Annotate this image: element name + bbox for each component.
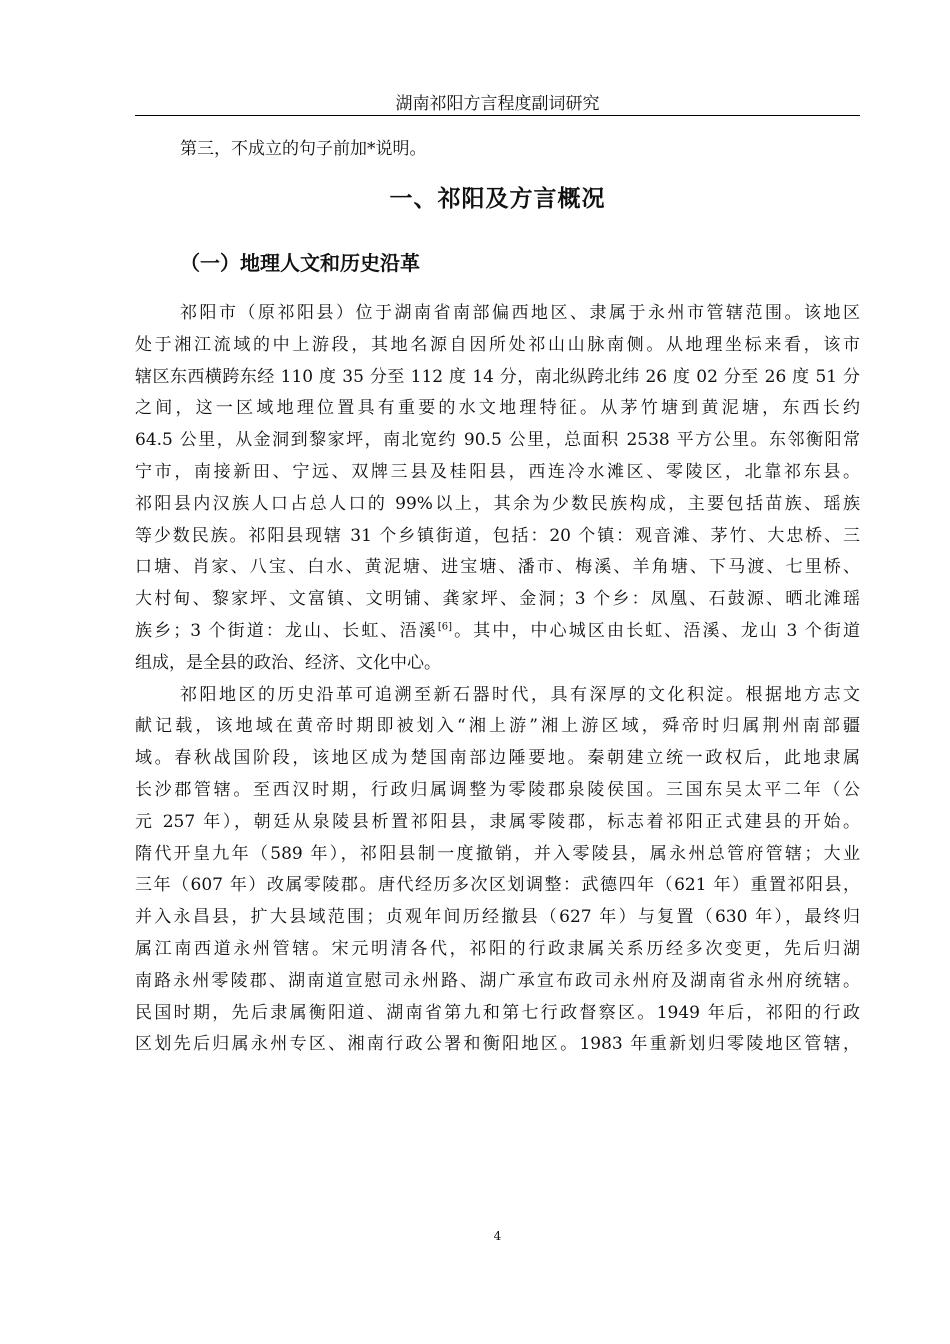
header-rule <box>135 115 860 116</box>
citation-reference: [6] <box>437 621 452 633</box>
paragraph-2-line: 祁阳地区的历史沿革可追溯至新石器时代，具有深厚的文化积淀。根据地方志文 <box>180 684 860 705</box>
paragraph-2-line: 三年（607 年）改属零陵郡。唐代经历多次区划调整：武德四年（621 年）重置祁阳县， <box>135 875 860 896</box>
paragraph-2-line: 元 257 年），朝廷从泉陵县析置祁阳县，隶属零陵郡，标志着祁阳正式建县的开始。 <box>135 811 860 832</box>
paragraph-1-line: 口塘、肖家、八宝、白水、黄泥塘、进宝塘、潘市、梅溪、羊角塘、下马渡、七里桥、 <box>135 557 860 578</box>
page-number: 4 <box>493 1229 502 1243</box>
paragraph-1-line: 辖区东西横跨东经 110 度 35 分至 112 度 14 分，南北纵跨北纬 26 度 02 分至 26 度 51 分 <box>135 366 860 387</box>
chapter-title: 一、祁阳及方言概况 <box>389 186 606 212</box>
paragraph-2-line: 区划先后归属永州专区、湘南行政公署和衡阳地区。1983 年重新划归零陵地区管辖， <box>135 1034 860 1055</box>
paragraph-1-line: 等少数民族。祁阳县现辖 31 个乡镇街道，包括：20 个镇：观音滩、茅竹、大忠桥、三 <box>135 525 860 546</box>
paragraph-1-line: 64.5 公里，从金洞到黎家坪，南北宽约 90.5 公里，总面积 2538 平方公里。东邻衡阳常 <box>135 430 860 451</box>
paragraph-1-line: 祁阳县内汉族人口占总人口的 99%以上，其余为少数民族构成，主要包括苗族、瑶族 <box>135 493 860 514</box>
paragraph-2-line: 隋代开皇九年（589 年），祁阳县制一度撤销，并入零陵县，属永州总管府管辖；大业 <box>135 843 860 864</box>
paragraph-2-line: 域。春秋战国阶段，该地区成为楚国南部边陲要地。秦朝建立统一政权后，此地隶属 <box>135 748 860 769</box>
paragraph-1-line: 之间，这一区域地理位置具有重要的水文地理特征。从茅竹塘到黄泥塘，东西长约 <box>135 398 860 419</box>
paragraph-1-last-line: 组成，是全县的政治、经济、文化中心。 <box>135 652 441 673</box>
paragraph-2-line: 民国时期，先后隶属衡阳道、湖南省第九和第七行政督察区。1949 年后，祁阳的行政 <box>135 1002 860 1023</box>
paragraph-2-line: 属江南西道永州管辖。宋元明清各代，祁阳的行政隶属关系历经多次变更，先后归湖 <box>135 938 860 959</box>
running-header: 湖南祁阳方言程度副词研究 <box>395 94 600 114</box>
paragraph-2-line: 南路永州零陵郡、湖南道宣慰司永州路、湖广承宣布政司永州府及湖南省永州府统辖。 <box>135 970 860 991</box>
paragraph-1-line: 宁市，南接新田、宁远、双牌三县及桂阳县，西连冷水滩区、零陵区，北靠祁东县。 <box>135 461 860 482</box>
paragraph-2-line: 长沙郡管辖。至西汉时期，行政归属调整为零陵郡泉陵侯国。三国东吴太平二年（公 <box>135 779 860 800</box>
paragraph-2-line: 并入永昌县，扩大县域范围；贞观年间历经撤县（627 年）与复置（630 年），最终归 <box>135 907 860 928</box>
paragraph-1-line-citation <box>135 616 860 648</box>
paragraph-1-line: 祁阳市（原祁阳县）位于湖南省南部偏西地区、隶属于永州市管辖范围。该地区 <box>180 303 860 323</box>
intro-note: 第三，不成立的句子前加*说明。 <box>180 139 427 159</box>
line-text-before-citation: 族乡；3 个街道：龙山、长虹、浯溪 <box>135 620 438 641</box>
body-text <box>135 298 860 1061</box>
line-text-after-citation: 。其中，中心城区由长虹、浯溪、龙山 3 个街道 <box>452 620 860 641</box>
paragraph-1-line: 处于湘江流域的中上游段，其地名源自因所处祁山山脉南侧。从地理坐标来看，该市 <box>135 334 860 355</box>
paragraph-2-line: 献记载，该地域在黄帝时期即被划入“湘上游”湘上游区域，舜帝时归属荆州南部疆 <box>135 716 860 737</box>
paragraph-1-line: 大村甸、黎家坪、文富镇、文明铺、龚家坪、金洞；3 个乡：凤凰、石鼓源、晒北滩瑶 <box>135 589 860 610</box>
section-title: （一）地理人文和历史沿革 <box>180 251 420 275</box>
